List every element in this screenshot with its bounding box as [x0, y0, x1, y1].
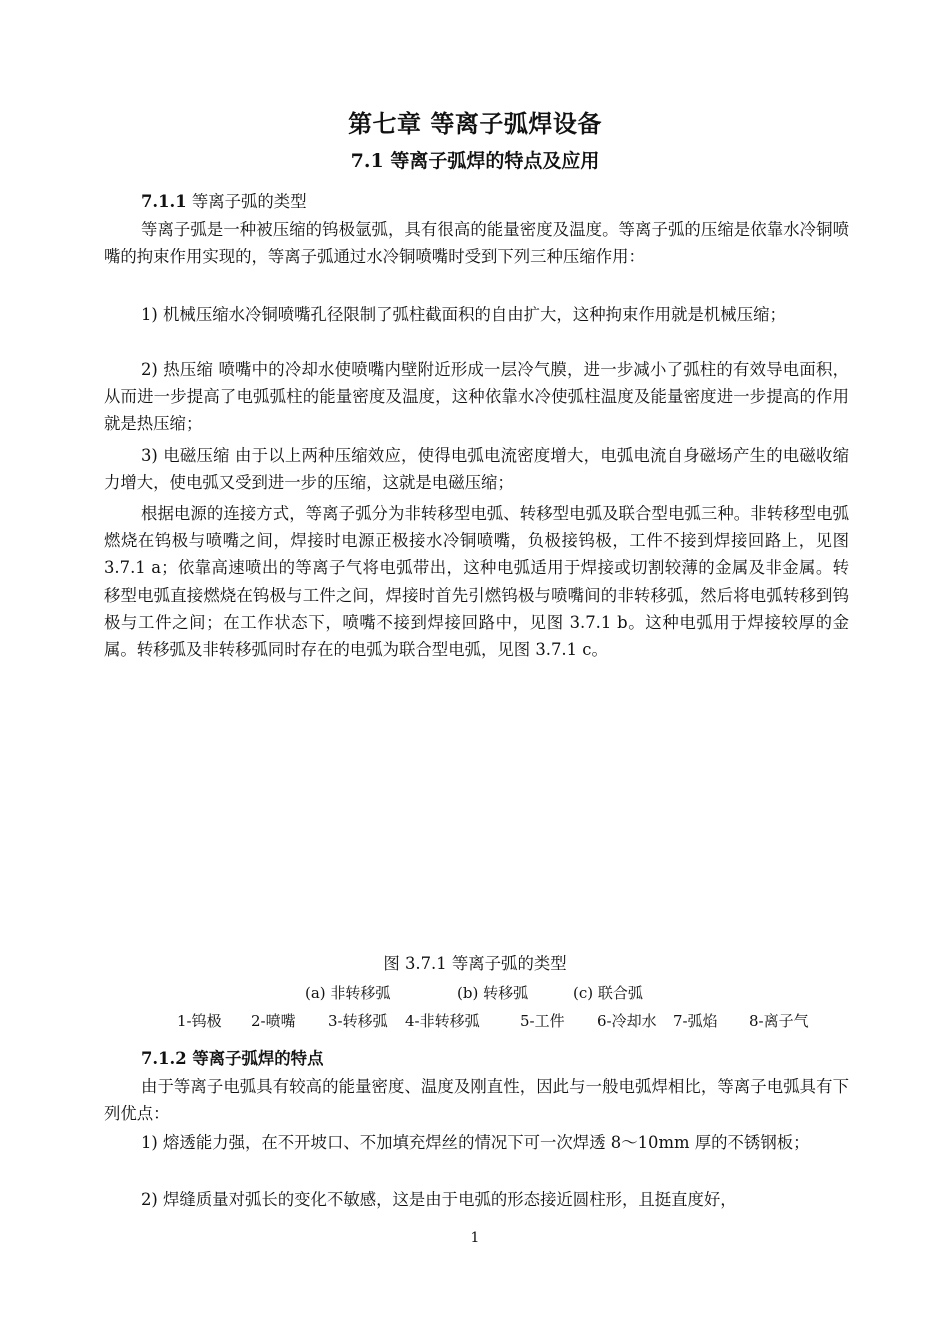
legend-item: 8-离子气: [749, 1012, 809, 1030]
figure-sub-b: (b) 转移弧: [457, 984, 529, 1002]
paragraph-mechanical-compression: 1) 机械压缩水冷铜喷嘴孔径限制了弧柱截面积的自由扩大，这种拘束作用就是机械压缩；: [141, 305, 786, 324]
subsection-heading-7-1-2: 7.1.2 等离子弧焊的特点: [141, 1049, 324, 1068]
legend-item: 5-工件: [520, 1012, 565, 1030]
subsection-label: 等离子弧的类型: [186, 192, 307, 211]
paragraph-advantages-intro: 由于等离子电弧具有较高的能量密度、温度及刚直性，因此与一般电弧焊相比，等离子电弧具有下列优点：: [104, 1077, 849, 1124]
page-number: 1: [470, 1230, 480, 1246]
section-title: 7.1 等离子弧焊的特点及应用: [350, 150, 600, 172]
figure-sub-a: (a) 非转移弧: [305, 984, 391, 1002]
legend-item: 1-钨极: [177, 1012, 222, 1030]
paragraph-advantage-1: 1) 熔透能力强，在不开坡口、不加填充焊丝的情况下可一次焊透 8～10mm 厚的不锈钢板；: [141, 1133, 810, 1152]
paragraph-arc-types: 根据电源的连接方式，等离子弧分为非转移型电弧、转移型电弧及联合型电弧三种。非转移型电弧燃烧在钨极与喷嘴之间，焊接时电源正极接水冷铜喷嘴，负极接钨极，工件不接到焊接回路上，见图 3.7.1 a；依靠高速喷出的等离子气将电弧带出，这种电弧适用于焊接或切割较薄的金属及非金属。转移型电弧直接燃烧在钨极与工件之间，焊接时首先引燃钨极与喷嘴间的非转移弧，然后将电弧转移到钨极与工件之间；在工作状态下，喷嘴不接到焊接回路中，见图 3.7.1 b。这种电弧用于焊接较厚的金属。转移弧及非转移弧同时存在的电弧为联合型电弧，见图 3.7.1 c。: [104, 504, 849, 660]
figure-caption: 图 3.7.1 等离子弧的类型: [383, 954, 567, 973]
paragraph-advantage-2: 2) 焊缝质量对弧长的变化不敏感，这是由于电弧的形态接近圆柱形，且挺直度好，: [141, 1190, 737, 1209]
legend-item: 3-转移弧: [328, 1012, 388, 1030]
paragraph-thermal-compression: 2) 热压缩 喷嘴中的冷却水使喷嘴内壁附近形成一层冷气膜，进一步减小了弧柱的有效导电面积，从而进一步提高了电弧弧柱的能量密度及温度，这种依靠水冷使弧柱温度及能量密度进一步提高的作用就是热压缩；: [104, 360, 849, 434]
chapter-title: 第七章 等离子弧焊设备: [348, 109, 602, 138]
legend-item: 7-弧焰: [673, 1012, 718, 1030]
legend-item: 6-冷却水: [597, 1012, 657, 1030]
figure-sub-c: (c) 联合弧: [573, 984, 643, 1002]
legend-item: 4-非转移弧: [405, 1012, 480, 1030]
subsection-heading-7-1-1: [141, 188, 307, 212]
subsection-number: 7.1.1: [141, 192, 187, 211]
paragraph-electromagnetic-compression: 3) 电磁压缩 由于以上两种压缩效应，使得电弧电流密度增大，电弧电流自身磁场产生的电磁收缩力增大，使电弧又受到进一步的压缩，这就是电磁压缩；: [104, 446, 849, 493]
paragraph-intro: 等离子弧是一种被压缩的钨极氩弧，具有很高的能量密度及温度。等离子弧的压缩是依靠水冷铜喷嘴的拘束作用实现的，等离子弧通过水冷铜喷嘴时受到下列三种压缩作用：: [104, 220, 849, 267]
legend-item: 2-喷嘴: [251, 1012, 296, 1030]
